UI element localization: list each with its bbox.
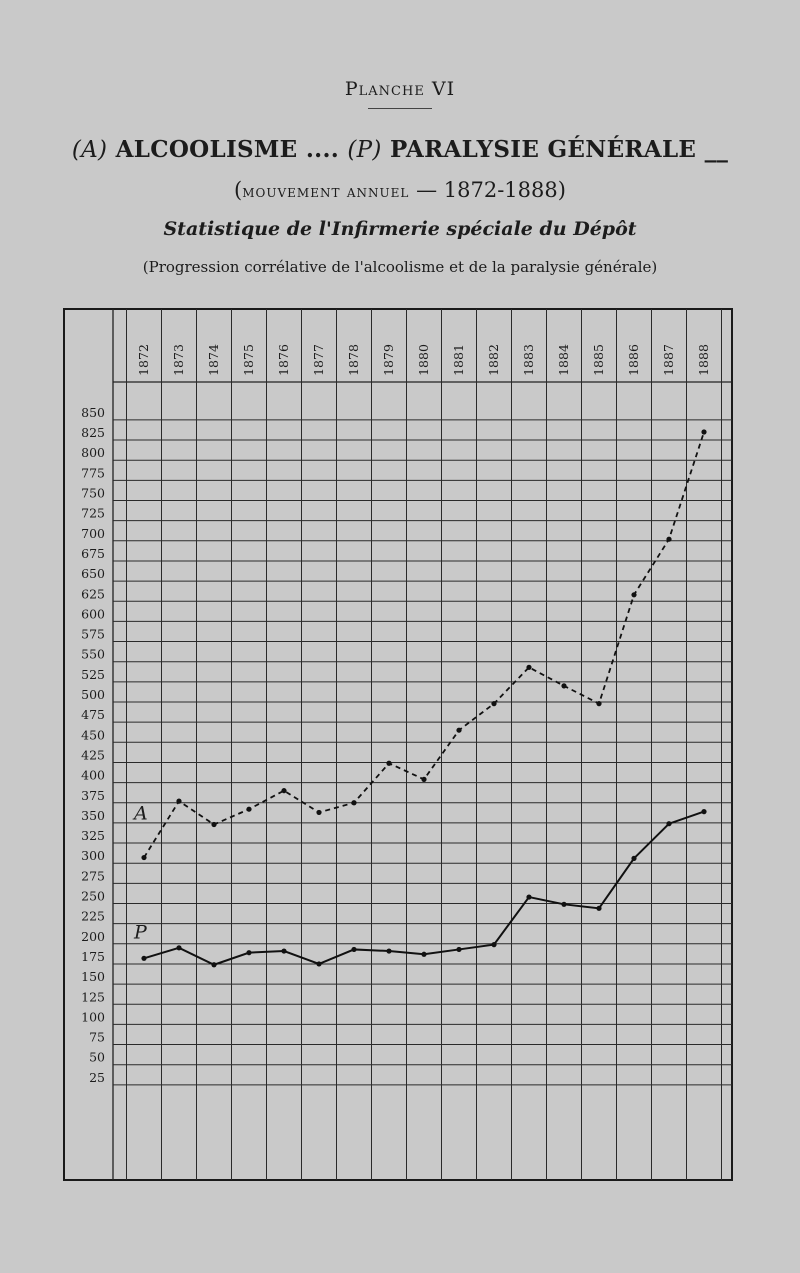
y-tick-label: 75 — [89, 1029, 105, 1045]
title-p-key: (P) — [347, 137, 382, 163]
y-tick-label: 200 — [81, 928, 105, 944]
data-point-a — [666, 537, 671, 542]
chart-note: (Progression corrélative de l'alcoolisme et de la paralysie générale) — [142, 258, 658, 276]
data-point-a — [246, 807, 251, 812]
x-tick-label: 1879 — [381, 344, 396, 376]
y-tick-label: 675 — [81, 545, 105, 561]
data-point-a — [631, 592, 636, 597]
y-tick-label: 475 — [81, 707, 105, 723]
y-tick-label: 225 — [81, 908, 105, 924]
title-a-key: (A) — [71, 137, 108, 163]
y-tick-label: 850 — [81, 404, 105, 420]
data-point-p — [491, 942, 496, 947]
y-tick-label: 450 — [81, 727, 105, 743]
subtitle-rest: — 1872-1888) — [416, 178, 566, 202]
subtitle-smallcaps: mouvement annuel — [242, 182, 410, 202]
y-tick-label: 125 — [81, 989, 105, 1005]
data-point-p — [176, 945, 181, 950]
y-tick-label: 775 — [81, 465, 105, 481]
x-tick-label: 1877 — [311, 344, 326, 376]
y-tick-label: 800 — [81, 445, 105, 461]
y-tick-label: 625 — [81, 586, 105, 602]
series-label-a: A — [134, 802, 148, 825]
y-tick-label: 550 — [81, 646, 105, 662]
y-tick-label: 400 — [81, 767, 105, 783]
y-tick-label: 350 — [81, 807, 105, 823]
y-tick-label: 150 — [81, 969, 105, 985]
y-tick-label: 750 — [81, 485, 105, 501]
x-tick-label: 1880 — [416, 344, 431, 376]
x-tick-label: 1883 — [521, 344, 536, 376]
data-point-p — [526, 894, 531, 899]
data-point-a — [421, 777, 426, 782]
data-point-p — [701, 809, 706, 814]
y-tick-label: 100 — [81, 1009, 105, 1025]
data-point-p — [141, 956, 146, 961]
y-tick-label: 50 — [89, 1049, 105, 1065]
data-point-a — [316, 810, 321, 815]
x-tick-label: 1882 — [486, 344, 501, 376]
y-tick-label: 375 — [81, 787, 105, 803]
data-point-p — [211, 962, 216, 967]
data-point-a — [141, 855, 146, 860]
data-point-p — [246, 950, 251, 955]
series-label-p: P — [134, 921, 147, 944]
data-point-p — [456, 947, 461, 952]
y-tick-label: 250 — [81, 888, 105, 904]
x-tick-label: 1888 — [696, 344, 711, 376]
series-layer — [132, 429, 707, 967]
title-a-label: ALCOOLISME .... — [115, 136, 340, 163]
series-line-a — [144, 432, 704, 858]
x-tick-label: 1887 — [661, 344, 676, 376]
y-tick-label: 175 — [81, 948, 105, 964]
x-tick-label: 1875 — [241, 344, 256, 376]
y-tick-label: 500 — [81, 687, 105, 702]
data-point-a — [281, 788, 286, 793]
data-point-p — [666, 821, 671, 826]
data-point-a — [526, 665, 531, 670]
y-tick-label: 600 — [81, 606, 105, 622]
y-tick-label: 650 — [81, 566, 105, 582]
data-point-a — [561, 683, 566, 688]
data-point-a — [701, 429, 706, 434]
y-tick-label: 825 — [81, 425, 105, 441]
data-point-p — [631, 856, 636, 861]
data-point-a — [596, 701, 601, 706]
data-point-p — [561, 902, 566, 907]
data-point-a — [386, 761, 391, 766]
data-point-a — [491, 701, 496, 706]
title-p-label: PARALYSIE GÉNÉRALE __ — [390, 136, 729, 163]
x-tick-label: 1881 — [451, 344, 466, 376]
x-tick-label: 1886 — [626, 344, 641, 376]
grid-layer — [64, 309, 732, 1180]
data-point-p — [281, 948, 286, 953]
y-tick-label: 525 — [81, 666, 105, 682]
data-point-p — [351, 947, 356, 952]
y-tick-label: 325 — [81, 828, 105, 844]
series-line-p — [144, 812, 704, 965]
y-tick-label: 575 — [81, 626, 105, 642]
y-tick-label: 425 — [81, 747, 105, 763]
data-point-a — [211, 822, 216, 827]
x-tick-label: 1874 — [206, 344, 221, 376]
x-tick-label: 1876 — [276, 344, 291, 376]
y-tick-label: 300 — [81, 848, 105, 864]
x-tick-label: 1872 — [136, 344, 151, 376]
data-point-a — [456, 728, 461, 733]
data-point-p — [596, 906, 601, 911]
data-point-a — [176, 799, 181, 804]
y-tick-label: 275 — [81, 868, 105, 884]
plate-label: Planche VI — [344, 78, 456, 100]
y-tick-label: 25 — [89, 1069, 105, 1085]
y-tick-label: 725 — [81, 505, 105, 521]
subtitle-open: ( — [234, 178, 243, 202]
x-tick-label: 1884 — [556, 344, 571, 376]
data-point-p — [421, 952, 426, 957]
data-point-p — [316, 961, 321, 966]
y-tick-label: 700 — [81, 525, 105, 541]
x-tick-label: 1878 — [346, 344, 361, 376]
x-tick-label: 1885 — [591, 344, 606, 376]
data-point-a — [351, 800, 356, 805]
chart-source: Statistique de l'Infirmerie spéciale du Dépôt — [163, 218, 637, 240]
x-tick-label: 1873 — [171, 344, 186, 376]
data-point-p — [386, 948, 391, 953]
